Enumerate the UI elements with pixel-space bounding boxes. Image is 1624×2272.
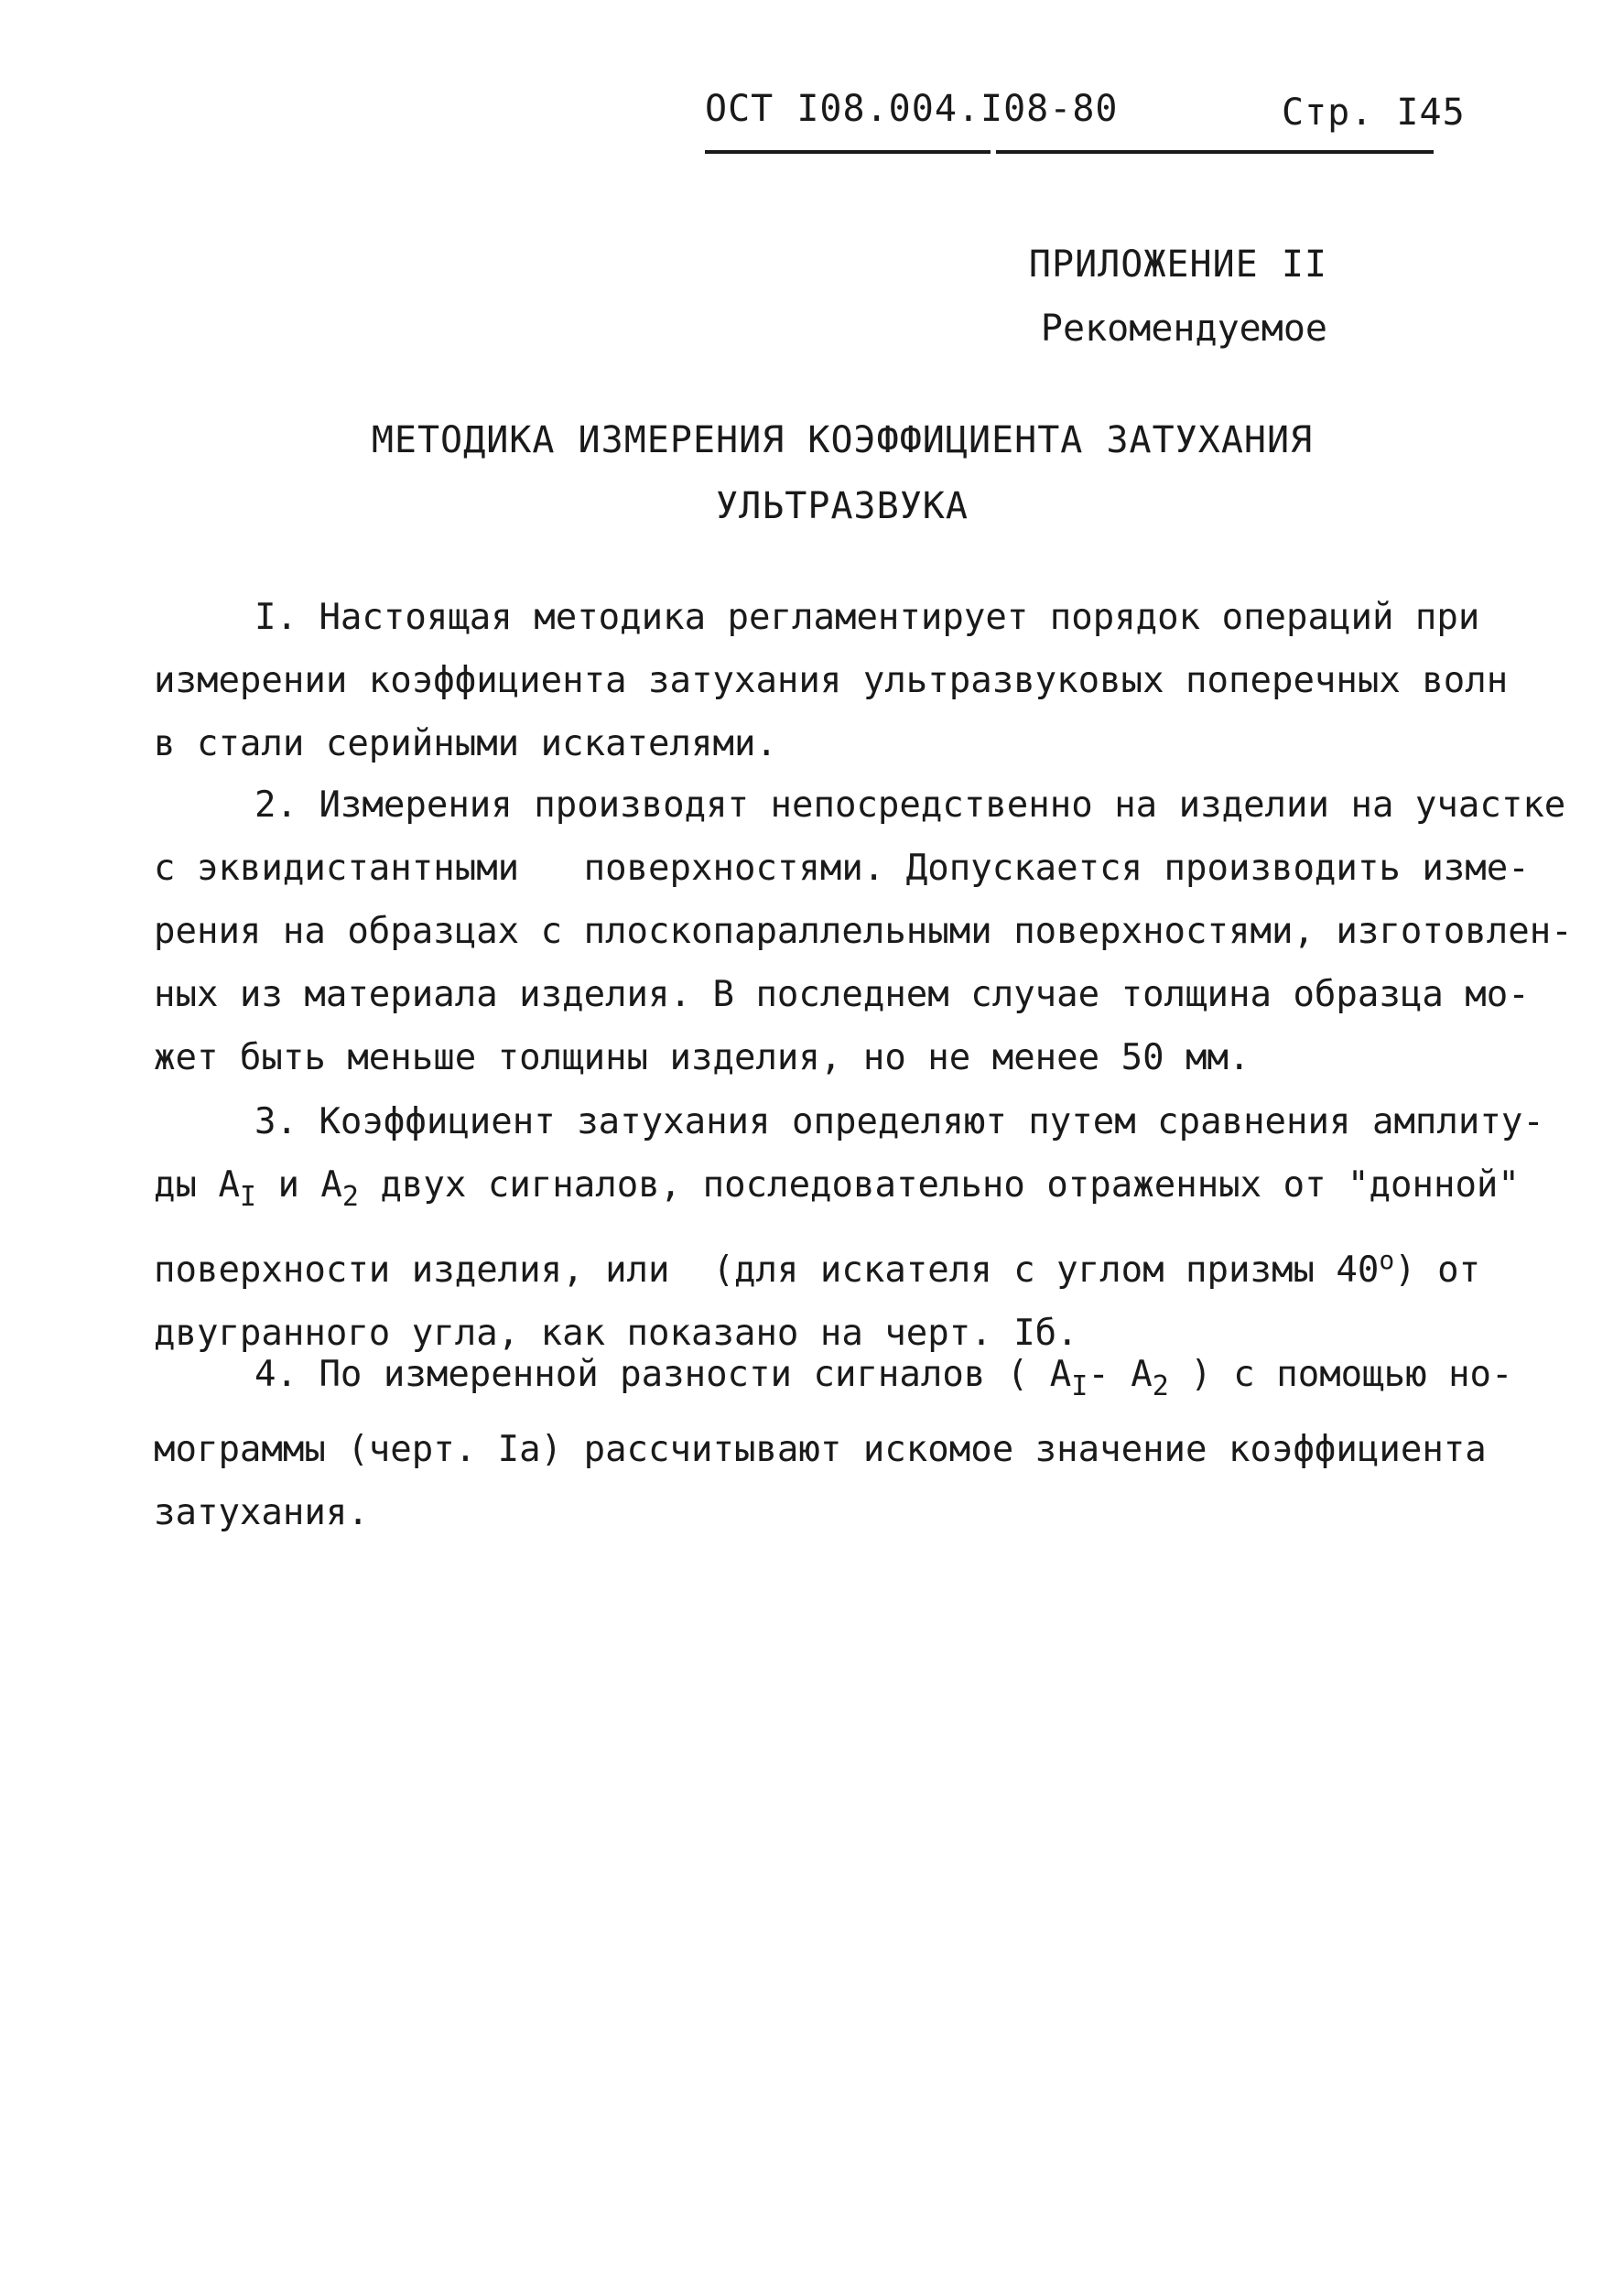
title-line-1: МЕТОДИКА ИЗМЕРЕНИЯ КОЭФФИЦИЕНТА ЗАТУХАНИЯ <box>371 419 1314 461</box>
text-run: поверхности изделия, или (для искателя с углом призмы 40 <box>154 1250 1380 1291</box>
text-run: двух сигналов, последовательно отраженных от "донной" <box>358 1164 1520 1206</box>
paragraph-line: в стали серийными искателями. <box>154 723 777 764</box>
subscript: 2 <box>341 1181 359 1213</box>
paragraph-line: мограммы (черт. Iа) рассчитывают искомое значение коэффициента <box>154 1429 1487 1470</box>
paragraph-line: жет быть меньше толщины изделия, но не менее 50 мм. <box>154 1037 1250 1078</box>
paragraph-line: 3. Коэффициент затухания определяют путем сравнения амплиту- <box>254 1101 1544 1142</box>
text-run: 4. По измеренной разности сигналов ( A <box>254 1354 1072 1395</box>
text-run: ды A <box>154 1164 240 1206</box>
paragraph-3 <box>154 1090 1544 1365</box>
subscript: 2 <box>1152 1370 1169 1402</box>
text-run: ) от <box>1394 1250 1481 1291</box>
paragraph-line: измерении коэффициента затухания ультразвуковых поперечных волн <box>154 660 1509 701</box>
header-rule-right <box>996 150 1434 154</box>
paragraph-line <box>154 1343 1513 1418</box>
header-rule-left <box>705 150 991 154</box>
paragraph-line: затухания. <box>154 1492 369 1533</box>
page-number: Стр. I45 <box>1282 92 1466 134</box>
text-run: - A <box>1088 1354 1153 1395</box>
paragraph-line: с эквидистантными поверхностями. Допускается производить изме- <box>154 848 1530 889</box>
paragraph-1 <box>154 586 1509 775</box>
text-run: ) с помощью но- <box>1168 1354 1513 1395</box>
paragraph-line <box>154 1228 1481 1302</box>
paragraph-line: I. Настоящая методика регламентирует порядок операций при <box>254 597 1480 638</box>
title-line-2: УЛЬТРАЗВУКА <box>716 485 969 527</box>
paragraph-line: ных из материала изделия. В последнем случае толщина образца мо- <box>154 974 1530 1015</box>
appendix-status: Рекомендуемое <box>1040 308 1327 350</box>
paragraph-4 <box>154 1343 1513 1544</box>
paragraph-line <box>154 1153 1520 1228</box>
paragraph-line: 2. Измерения производят непосредственно на изделии на участке <box>254 784 1566 826</box>
subscript: I <box>239 1181 256 1213</box>
paragraph-2 <box>154 774 1573 1089</box>
subscript: I <box>1071 1370 1088 1402</box>
text-run: и A <box>255 1164 342 1206</box>
appendix-label: ПРИЛОЖЕНИЕ II <box>1028 243 1327 286</box>
paragraph-line: двугранного угла, как показано на черт. Iб. <box>154 1313 1078 1354</box>
document-code: ОСТ I08.004.I08-80 <box>705 88 1119 130</box>
superscript-degree: о <box>1379 1245 1395 1275</box>
paragraph-line: рения на образцах с плоскопараллельными поверхностями, изготовлен- <box>154 911 1573 952</box>
